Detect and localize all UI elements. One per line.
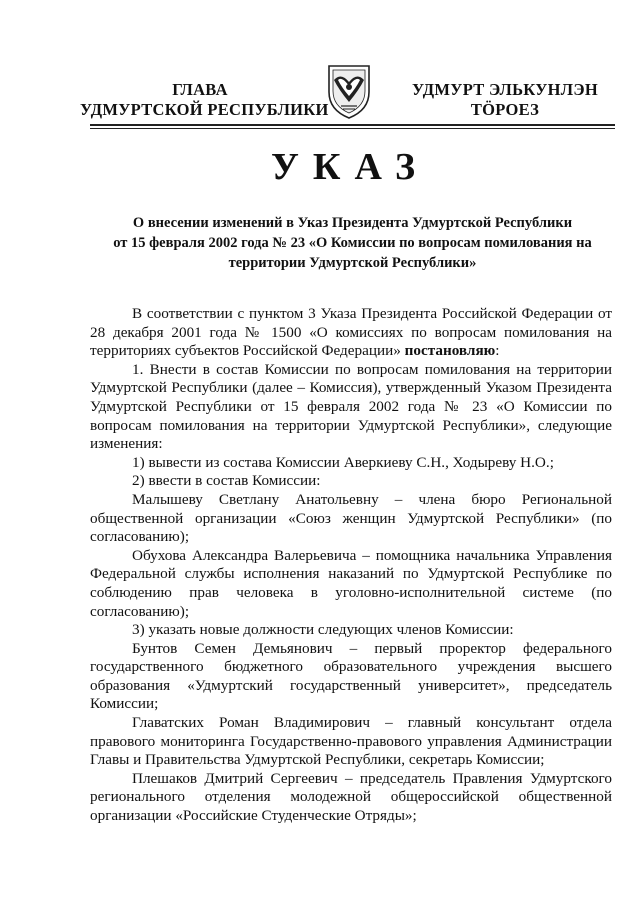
p8-line2: государственного бюджетного образовательного учреждения высшего — [90, 658, 612, 676]
p8-line4: Комиссии; — [90, 695, 159, 713]
p5-line3: согласованию); — [90, 528, 190, 546]
p9-line1: Главатских Роман Владимирович – главный консультант отдела — [132, 714, 612, 732]
document-subject — [90, 213, 615, 273]
p2-line4: вопросам помилования на территории Удмуртской Республики», следующие — [90, 416, 612, 434]
header-right — [405, 80, 605, 120]
header-right-line2: ТӦРОЕЗ — [470, 100, 540, 119]
p10-line1: Плешаков Дмитрий Сергеевич – председатель Правления Удмуртского — [132, 769, 612, 787]
subject-line2: от 15 февраля 2002 года № 23 «О Комиссии по вопросам помилования на — [113, 235, 592, 251]
p6-line1: Обухова Александра Валерьевича – помощника начальника Управления — [132, 546, 612, 564]
p10-line3: организации «Российские Студенческие Отряды»; — [90, 807, 417, 825]
p2-line5: изменения: — [90, 435, 163, 453]
subject-line3: территории Удмуртской Республики» — [228, 255, 477, 271]
p1-line2: 28 декабря 2001 года № 1500 «О комиссиях по вопросам помилования на — [90, 323, 612, 341]
p7-line: 3) указать новые должности следующих членов Комиссии: — [132, 621, 514, 639]
p1-decree-word: постановляю — [404, 342, 496, 360]
p5-line2: общественной организации «Союз женщин Удмуртской Республики» (по — [90, 509, 612, 527]
header-divider — [90, 124, 615, 126]
p4-line: 2) ввести в состав Комиссии: — [132, 472, 321, 490]
p1-colon: : — [495, 342, 500, 360]
p5-line1: Малышеву Светлану Анатольевну – члена бюро Региональной — [132, 490, 612, 508]
p8-line3: образования «Удмуртский государственный университет», председатель — [90, 676, 612, 694]
header-left-line1: ГЛАВА — [172, 80, 228, 99]
udmurt-coat-of-arms-icon — [325, 62, 373, 120]
p8-line1: Бунтов Семен Демьянович – первый проректор федерального — [132, 639, 612, 657]
p9-line3: Главы и Правительства Удмуртской Республики, секретарь Комиссии; — [90, 751, 545, 769]
p3-line: 1) вывести из состава Комиссии Аверкиеву С.Н., Ходыреву Н.О.; — [132, 453, 554, 471]
p2-line3: Удмуртской Республики от 15 февраля 2002 года № 23 «О Комиссии по — [90, 397, 612, 415]
p1-line3-text: территориях субъектов Российской Федерации» — [90, 342, 401, 360]
p10-line2: регионального отделения молодежной общероссийской общественной — [90, 788, 612, 806]
document-title: УКАЗ — [271, 146, 429, 188]
header-left — [80, 80, 329, 120]
p2-line2: Удмуртской Республики (далее – Комиссия), утвержденный Указом Президента — [90, 379, 612, 397]
subject-line1: О внесении изменений в Указ Президента Удмуртской Республики — [132, 215, 573, 231]
header-divider-thin — [90, 128, 615, 129]
p2-line1: 1. Внести в состав Комиссии по вопросам помилования на территории — [132, 360, 612, 378]
p6-line3: соблюдению прав человека в уголовно-исполнительной системе (по — [90, 583, 612, 601]
p1-line3 — [90, 342, 612, 361]
p1-line1: В соответствии с пунктом 3 Указа Президента Российской Федерации от — [132, 305, 612, 322]
header-right-line1: УДМУРТ ЭЛЬКУНЛЭН — [412, 80, 598, 99]
p9-line2: правового мониторинга Государственно-правового управления Администрации — [90, 732, 612, 750]
document-body — [90, 305, 612, 826]
header-left-line2: УДМУРТСКОЙ РЕСПУБЛИКИ — [80, 100, 329, 119]
p6-line4: согласованию); — [90, 602, 190, 620]
p6-line2: Федеральной службы исполнения наказаний по Удмуртской Республике по — [90, 565, 612, 583]
